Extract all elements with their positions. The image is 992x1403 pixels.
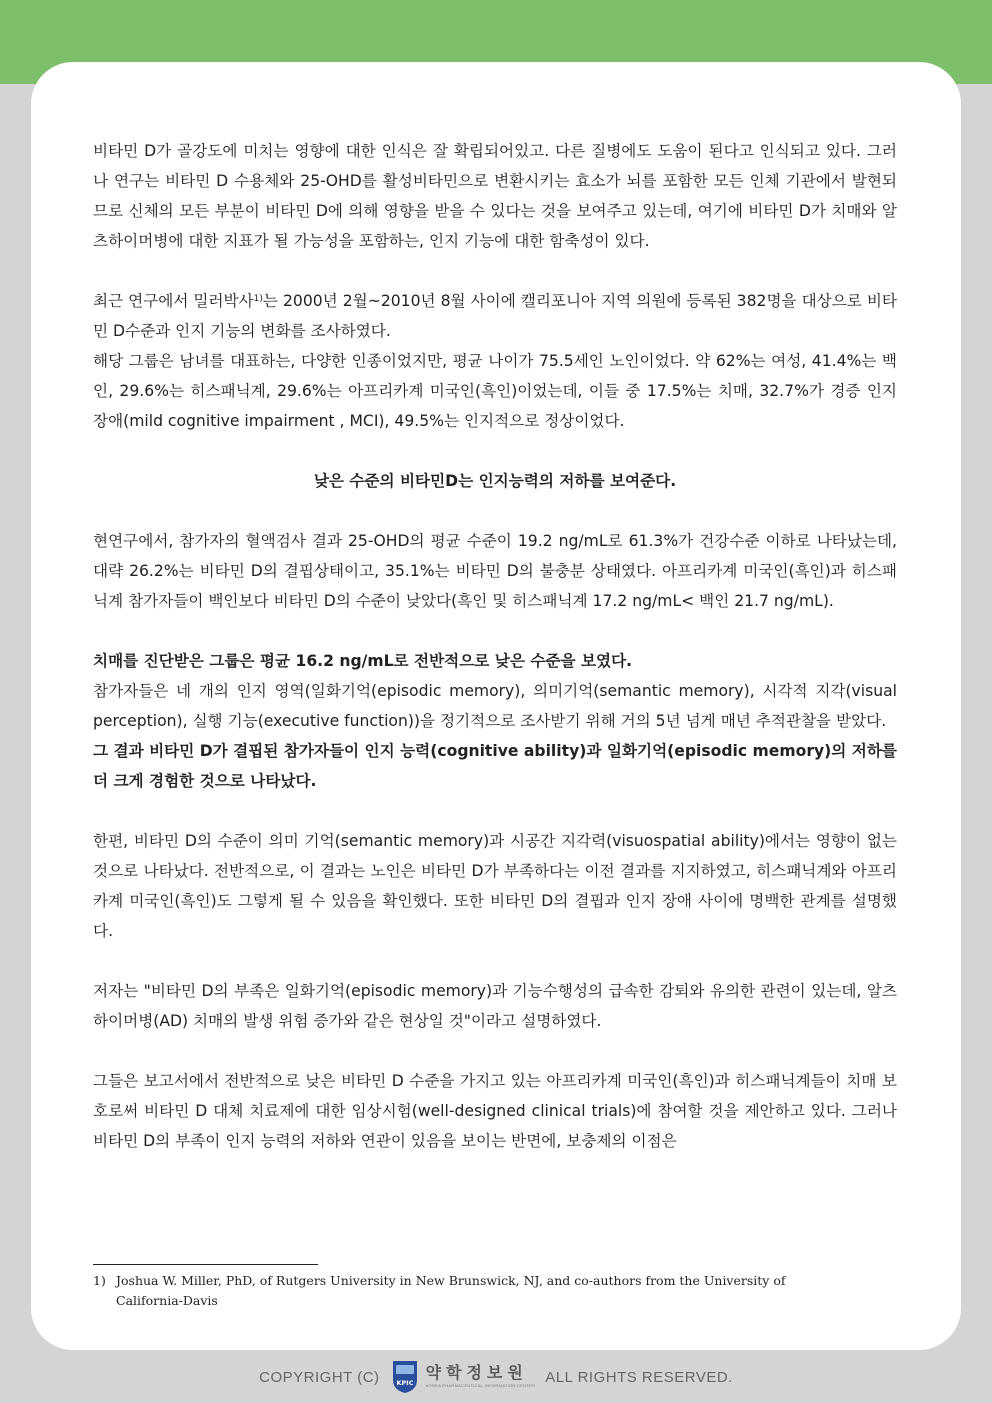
copyright-right: ALL RIGHTS RESERVED. xyxy=(545,1368,733,1386)
footnote-number: 1) xyxy=(93,1273,106,1288)
footnote-text-continued: California-Davis xyxy=(116,1293,218,1308)
footnote-divider xyxy=(93,1264,318,1265)
paragraph-quote: 저자는 "비타민 D의 부족은 일화기억(episodic memory)과 기능수행성의 급속한 감퇴와 유의한 관련이 있는데, 알츠하이머병(AD) 치매의 발생 위험 증가와 같은 현상일 것"이라고 설명하였다. xyxy=(93,982,897,1030)
logo-korean-name: 약학정보원 xyxy=(425,1365,528,1382)
paragraph-study: 최근 연구에서 밀러박사$^{1)}$는 2000년 2월~2010년 8월 사이에 캘리포니아 지역 의원에 등록된 382명을 대상으로 비타민 D수준과 인지 기능의 변화를 조사하였다. xyxy=(93,292,897,340)
paragraph-semantic: 한편, 비타민 D의 수준이 의미 기억(semantic memory)과 시공간 지각력(visuospatial ability)에서는 영향이 없는 것으로 나타났다. 전반적으로, 이 결과는 노인은 비타민 D가 부족하다는 이전 결과를 지지하였고, 히스패닉계와 아프리카계 미국인(흑인)도 그렇게 될 수 있음을 확인했다. 또한 비타민 D의 결핍과 인지 장애 사이에 명백한 관계를 설명했다. xyxy=(93,832,897,940)
section-heading: 낮은 수준의 비타민D는 인지능력의 저하를 보여준다. xyxy=(313,472,677,490)
kpic-emblem-icon xyxy=(390,1360,420,1394)
copyright-footer xyxy=(0,1358,992,1396)
paragraph-demographics: 해당 그룹은 남녀를 대표하는, 다양한 인종이었지만, 평균 나이가 75.5세인 노인이었다. 약 62%는 여성, 41.4%는 백인, 29.6%는 히스패닉계, 29.6%는 아프리카계 미국인(흑인)이었는데, 이들 중 17.5%는 치매, 32.7%가 경증 인지 장애(mild cognitive impairment , MCI), 49.5%는 인지적으로 정상이었다. xyxy=(93,352,897,430)
logo-english-name: KOREA PHARMACEUTICAL INFORMATION CENTER xyxy=(425,1383,536,1388)
paragraph-result-highlight: 그 결과 비타민 D가 결핍된 참가자들이 인지 능력(cognitive ability)과 일화기억(episodic memory)의 저하를 더 크게 경험한 것으로 나타났다. xyxy=(93,742,897,790)
paragraph-followup: 참가자들은 네 개의 인지 영역(일화기억(episodic memory), 의미기억(semantic memory), 시각적 지각(visual perception), 실행 기능(executive function))을 정기적으로 조사받기 위해 거의 5년 넘게 매년 추적관찰을 받았다. xyxy=(93,682,897,730)
paragraph-proposal: 그들은 보고서에서 전반적으로 낮은 비타민 D 수준을 가지고 있는 아프리카계 미국인(흑인)과 히스패닉계들이 치매 보호로써 비타민 D 대체 치료제에 대한 임상시험(well-designed clinical trials)에 참여할 것을 제안하고 있다. 그러나 비타민 D의 부족이 인지 능력의 저하와 연관이 있음을 보이는 반면에, 보충제의 이점은 xyxy=(93,1072,897,1150)
footnote-text: Joshua W. Miller, PhD, of Rutgers University in New Brunswick, NJ, and co-authors from the University of xyxy=(116,1273,786,1288)
kpic-logo xyxy=(390,1360,536,1394)
paragraph-blood-results: 현연구에서, 참가자의 혈액검사 결과 25-OHD의 평균 수준이 19.2 ng/mL로 61.3%가 건강수준 이하로 나타났는데, 대략 26.2%는 비타민 D의 결핍상태이고, 35.1%는 비타민 D의 불충분 상태였다. 아프리카계 미국인(흑인)과 히스패닉계 참가자들이 백인보다 비타민 D의 수준이 낮았다(흑인 및 히스패닉계 17.2 ng/mL< 백인 21.7 ng/mL). xyxy=(93,532,897,610)
svg-text:KPIC: KPIC xyxy=(396,1379,414,1387)
paragraph-dementia-highlight: 치매를 진단받은 그룹은 평균 16.2 ng/mL로 전반적으로 낮은 수준을 보였다. xyxy=(93,652,633,670)
paragraph-intro: 비타민 D가 골강도에 미치는 영향에 대한 인식은 잘 확립되어있고. 다른 질병에도 도움이 된다고 인식되고 있다. 그러나 연구는 비타민 D 수용체와 25-OHD를 활성비타민으로 변환시키는 효소가 뇌를 포함한 모든 인체 기관에서 발현되므로 신체의 모든 부분이 비타민 D에 의해 영향을 받을 수 있다는 것을 보여주고 있는데, 여기에 비타민 D가 치매와 알츠하이머병에 대한 지표가 될 가능성을 포함하는, 인지 기능에 대한 함축성이 있다. xyxy=(93,142,897,250)
article-body xyxy=(93,136,897,1156)
footnote-ref[interactable]: 1) xyxy=(253,294,263,304)
footnote xyxy=(93,1271,897,1311)
copyright-left: COPYRIGHT (C) xyxy=(259,1368,380,1386)
